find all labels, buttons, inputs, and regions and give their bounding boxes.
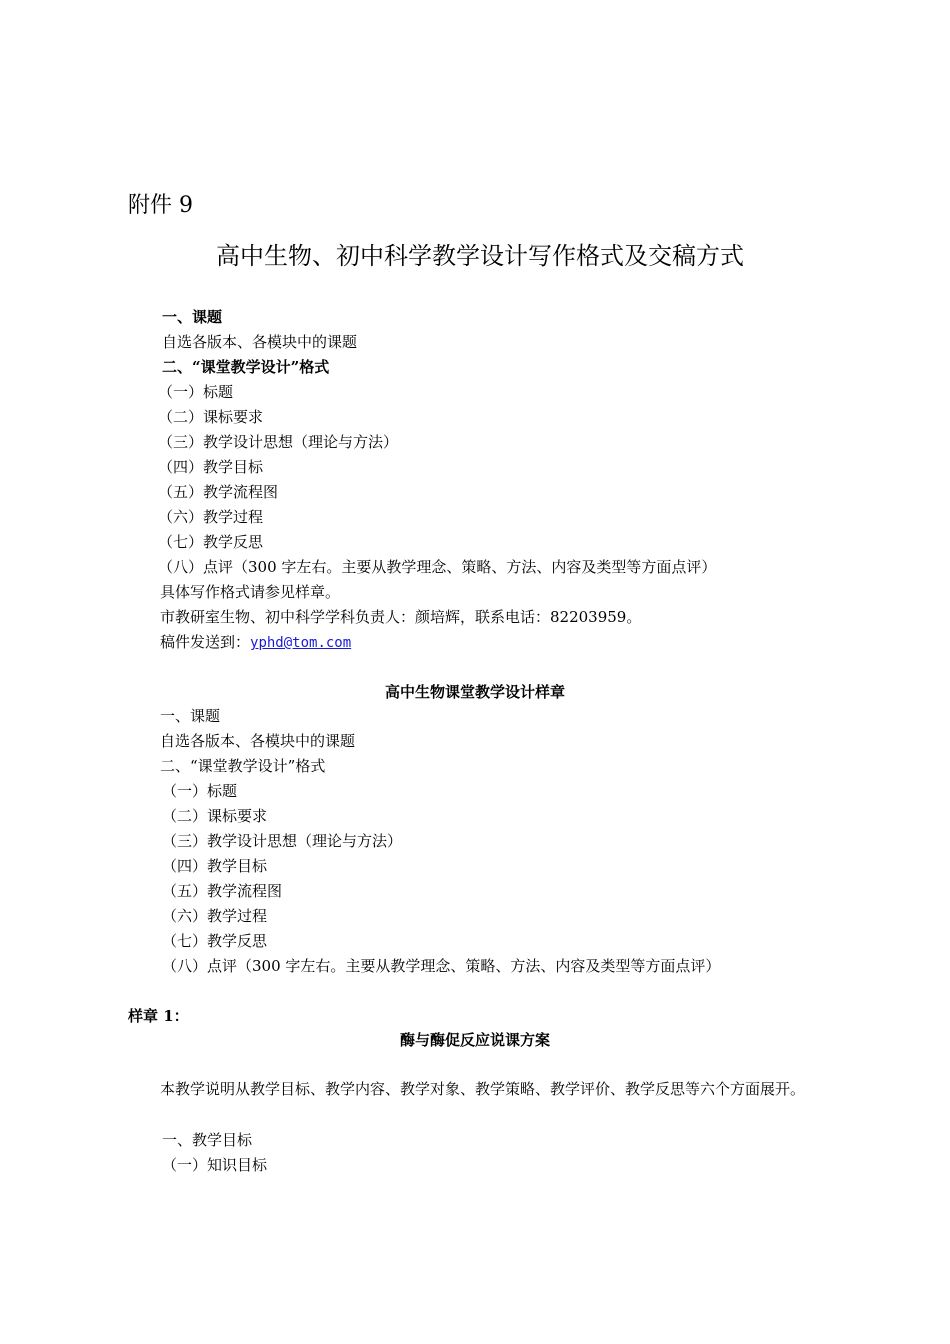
section1-item-title: （一）标题 bbox=[158, 383, 234, 401]
section1-item-design-idea: （三）教学设计思想（理论与方法） bbox=[158, 433, 399, 451]
sample-heading-format: 二、“课堂教学设计”格式 bbox=[160, 757, 326, 775]
sample-heading-topic: 一、课题 bbox=[160, 707, 221, 725]
sample-item-flowchart: （五）教学流程图 bbox=[162, 882, 283, 900]
send-label: 稿件发送到： bbox=[160, 633, 251, 651]
document-title: 高中生物、初中科学教学设计写作格式及交稿方式 bbox=[216, 242, 744, 270]
section1-item-objectives: （四）教学目标 bbox=[158, 458, 264, 476]
section1-note: 具体写作格式请参见样章。 bbox=[160, 583, 341, 601]
sample-item-standard: （二）课标要求 bbox=[162, 807, 268, 825]
sample1-intro-paragraph: 本教学说明从教学目标、教学内容、教学对象、教学策略、教学评价、教学反思等六个方面展开。 bbox=[160, 1080, 806, 1098]
section1-contact: 市教研室生物、初中科学学科负责人：颜培辉，联系电话：82203959。 bbox=[160, 608, 642, 626]
section1-item-reflection: （七）教学反思 bbox=[158, 533, 264, 551]
section1-item-process: （六）教学过程 bbox=[158, 508, 264, 526]
sample-item-design-idea: （三）教学设计思想（理论与方法） bbox=[162, 832, 403, 850]
sample-item-reflection: （七）教学反思 bbox=[162, 932, 268, 950]
sample-topic-text: 自选各版本、各模块中的课题 bbox=[160, 732, 356, 750]
email-link[interactable]: yphd@tom.com bbox=[250, 635, 352, 651]
attachment-label: 附件 9 bbox=[128, 193, 193, 218]
section1-send-row bbox=[160, 632, 351, 653]
sample1-label: 样章 1： bbox=[128, 1007, 189, 1025]
section1-heading-format: 二、“课堂教学设计”格式 bbox=[162, 358, 330, 376]
sample1-heading-objectives: 一、教学目标 bbox=[162, 1131, 253, 1149]
section1-item-flowchart: （五）教学流程图 bbox=[158, 483, 279, 501]
sample-item-objectives: （四）教学目标 bbox=[162, 857, 268, 875]
section1-heading-topic: 一、课题 bbox=[162, 308, 223, 326]
sample1-sub-knowledge: （一）知识目标 bbox=[162, 1156, 268, 1174]
section1-item-standard: （二）课标要求 bbox=[158, 408, 264, 426]
sample1-title: 酶与酶促反应说课方案 bbox=[399, 1031, 550, 1049]
sample-item-comment: （八）点评（300 字左右。主要从教学理念、策略、方法、内容及类型等方面点评） bbox=[162, 957, 721, 975]
section1-topic-text: 自选各版本、各模块中的课题 bbox=[162, 333, 358, 351]
section1-item-comment: （八）点评（300 字左右。主要从教学理念、策略、方法、内容及类型等方面点评） bbox=[158, 558, 717, 576]
sample-title: 高中生物课堂教学设计样章 bbox=[384, 683, 565, 701]
sample-item-title: （一）标题 bbox=[162, 782, 238, 800]
sample-item-process: （六）教学过程 bbox=[162, 907, 268, 925]
